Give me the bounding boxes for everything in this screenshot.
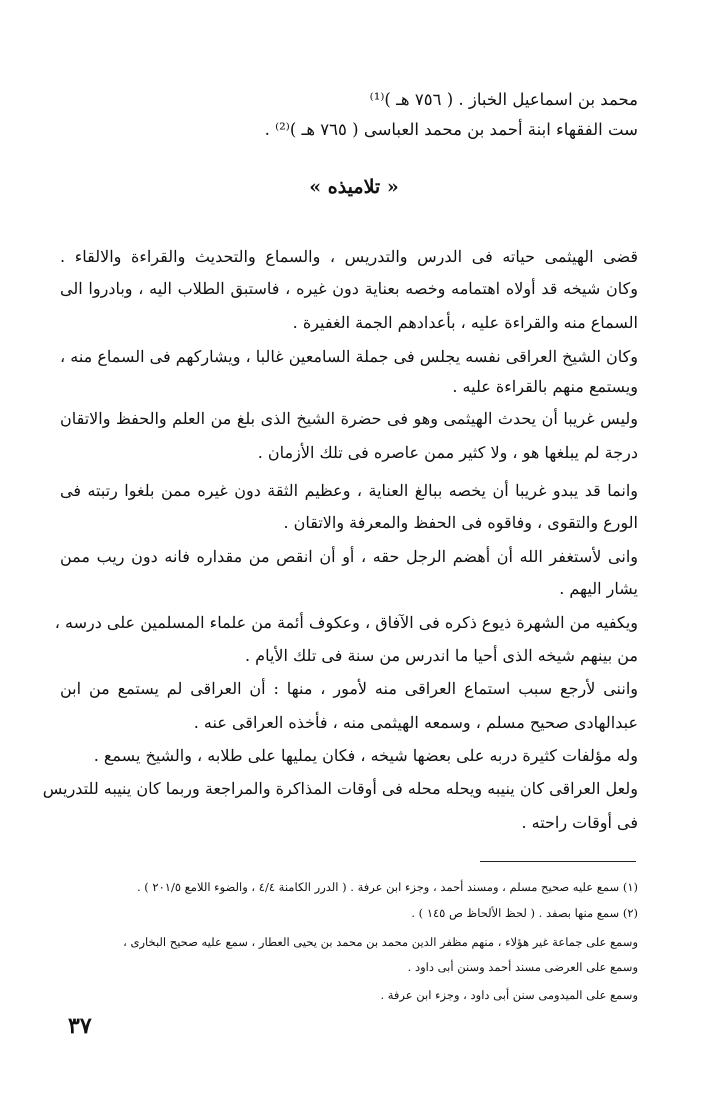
body-line: وكان الشيخ العراقى نفسه يجلس فى جملة السامعين غالبا ، ويشاركهم فى السماع منه ، — [60, 347, 638, 366]
body-line: وله مؤلفات كثيرة دربه على بعضها شيخه ، فكان يمليها على طلابه ، والشيخ يسمع . — [93, 746, 638, 765]
body-line: ويكفيه من الشهرة ذيوع ذكره فى الآفاق ، وعكوف أئمة من علماء المسلمين على درسه ، — [54, 613, 638, 632]
body-line: وانما قد يبدو غريبا أن يخصه ببالغ العناية ، وعظيم الثقة دون غيره ممن بلغوا رتبته فى — [60, 481, 638, 500]
body-line: ويستمع منهم بالقراءة عليه . — [452, 377, 638, 396]
body-line: من بينهم شيخه الذى أحيا ما اندرس من سنة فى تلك الأيام . — [244, 646, 638, 665]
body-line: وكان شيخه قد أولاه اهتمامه وخصه بعناية دون غيره ، فاستبق الطلاب اليه ، وبادروا الى — [60, 279, 638, 298]
section-heading: « تلاميذه » — [309, 176, 399, 198]
body-line: وليس غريبا أن يحدث الهيثمى وهو فى حضرة الشيخ الذى بلغ من العلم والحفظ والاتقان — [60, 409, 639, 428]
body-line: فى أوقات راحته . — [521, 813, 638, 832]
body-line: وانى لأستغفر الله أن أهضم الرجل حقه ، أو أن انقص من مقداره فانه دون ريب ممن — [60, 547, 638, 566]
footnote-note: وسمع على الميدومى سنن أبى داود ، وجزء ابن عرفة . — [380, 988, 638, 1002]
body-line: ولعل العراقى كان ينيبه ويحله محله فى أوقات المذاكرة والمراجعة وربما كان ينيبه للتدريس — [42, 779, 638, 798]
body-line: السماع منه والقراءة عليه ، بأعدادهم الجمة الغفيرة . — [292, 313, 638, 332]
body-line: قضى الهيثمى حياته فى الدرس والتدريس ، والسماع والتحديث والقراءة والالقاء . — [60, 247, 638, 266]
footnote: (٢) سمع منها بصفد . ( لحظ الألحاظ ص ١٤٥ ) . — [411, 906, 638, 920]
teacher-line-1: محمد بن اسماعيل الخباز . ( ٧٥٦ هـ )⁽¹⁾ — [369, 90, 638, 109]
footnote: (١) سمع عليه صحيح مسلم ، ومسند أحمد ، وجزء ابن عرفة . ( الدرر الكامنة ٤/٤ ، والضوء اللامع ٢٠١/٥ ) . — [136, 880, 638, 894]
body-line: درجة لم يبلغها هو ، ولا كثير ممن عاصره فى تلك الأزمان . — [257, 443, 638, 462]
footnote-note: وسمع على العرضى مسند أحمد وسنن أبى داود . — [407, 960, 638, 974]
footnote-note: وسمع على جماعة غير هؤلاء ، منهم مظفر الدين محمد بن محمد بن يحيى العطار ، سمع عليه صحيح البخارى ، — [123, 935, 638, 949]
body-line: الورع والتقوى ، وفاقوه فى الحفظ والمعرفة والاتقان . — [283, 513, 638, 532]
footnote-divider — [480, 861, 636, 862]
body-line: يشار اليهم . — [559, 579, 638, 598]
body-line: عبدالهادى صحيح مسلم ، وسمعه الهيثمى منه ، فأخذه العراقى عنه . — [193, 713, 638, 732]
teacher-line-2: ست الفقهاء ابنة أحمد بن محمد العباسى ( ٧٦٥ هـ )⁽²⁾ . — [264, 120, 638, 139]
body-line: واننى لأرجع سبب استماع العراقى منه لأمور ، منها : أن العراقى لم يستمع من ابن — [60, 679, 638, 698]
page-number: ٣٧ — [68, 1013, 92, 1039]
